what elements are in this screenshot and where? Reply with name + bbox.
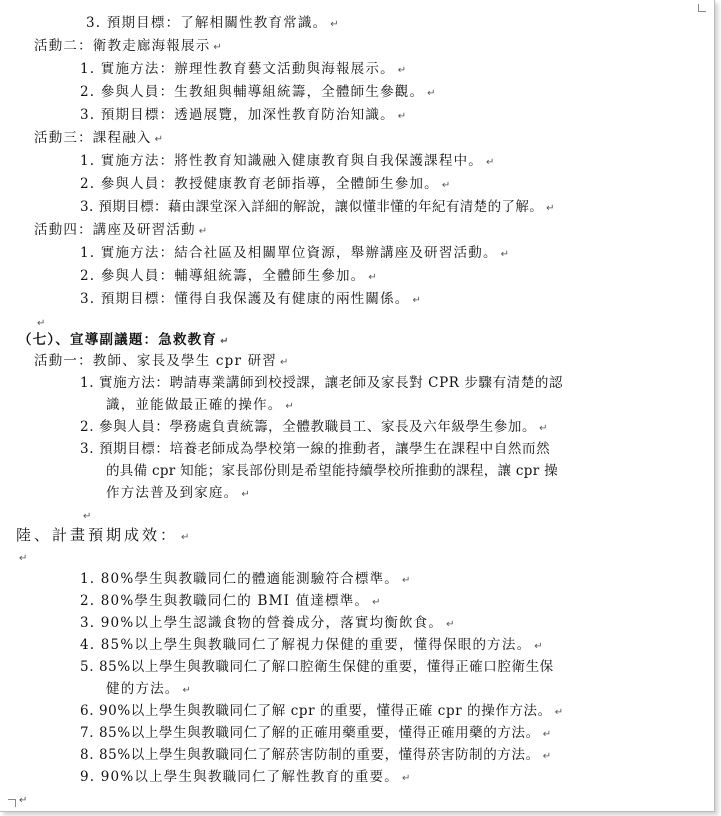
activity-heading: 活動三：課程融入 ↵	[34, 130, 163, 146]
text-line: 1. 實施方法：結合社區及相關單位資源，舉辦講座及研習活動。 ↵	[80, 245, 510, 261]
list-item: 8. 85%以上學生與教職同仁了解菸害防制的重要，懂得菸害防制的方法。 ↵	[80, 747, 552, 763]
page-corner-mark	[698, 4, 706, 12]
text-line: 1. 實施方法：聘請專業講師到校授課，讓老師及家長對 CPR 步驟有清楚的認	[80, 375, 564, 391]
section-heading: （七）、宣導副議題：急救教育 ↵	[18, 332, 229, 348]
text-line: 2. 參與人員：輔導組統籌，全體師生參加。 ↵	[80, 268, 377, 284]
activity-heading: 活動四：講座及研習活動 ↵	[34, 222, 208, 238]
list-item: 1. 80%學生與教職同仁的體適能測驗符合標準。 ↵	[80, 571, 411, 587]
list-item: 5. 85%以上學生與教職同仁了解口腔衛生保健的重要，懂得正確口腔衛生保	[80, 659, 554, 675]
list-item: 6. 90%以上學生與教職同仁了解 cpr 的重要，懂得正確 cpr 的操作方法。 ↵	[80, 703, 564, 719]
text-line: 識，並能做最正確的操作。 ↵	[106, 397, 294, 413]
text-line: 3. 預期目標：培養老師成為學校第一線的推動者，讓學生在課程中自然而然	[80, 441, 551, 457]
activity-heading: 活動一：教師、家長及學生 cpr 研習 ↵	[34, 353, 289, 369]
list-item: 9. 90%以上學生與教職同仁了解性教育的重要。 ↵	[80, 769, 411, 785]
text-line: 3. 預期目標：藉由課堂深入詳細的解說，讓似懂非懂的年紀有清楚的了解。 ↵	[80, 199, 555, 215]
text-line: 的具備 cpr 知能；家長部份則是希望能持續學校所推動的課程，讓 cpr 操	[106, 463, 558, 479]
text-line: 作方法普及到家庭。 ↵	[106, 485, 250, 501]
text-line: 3. 預期目標：透過展覽，加深性教育防治知識。 ↵	[80, 107, 407, 123]
empty-line: ↵	[19, 553, 28, 564]
list-item: 健的方法。 ↵	[106, 681, 191, 697]
text-line: 2. 參與人員：學務處負責統籌，全體教職員工、家長及六年級學生參加。 ↵	[80, 419, 548, 435]
activity-heading: 活動二：衛教走廊海報展示 ↵	[34, 38, 222, 54]
text-line: 3. 預期目標：懂得自我保護及有健康的兩性關係。 ↵	[80, 291, 421, 307]
list-item: 2. 80%學生與教職同仁的 BMI 值達標準。 ↵	[80, 593, 381, 609]
list-item: 4. 85%以上學生與教職同仁了解視力保健的重要，懂得保眼的方法。 ↵	[80, 637, 543, 653]
text-line: 2. 參與人員：教授健康教育老師指導，全體師生參加。 ↵	[80, 176, 451, 192]
list-item: 3. 90%以上學生認識食物的營養成分，落實均衡飲食。 ↵	[80, 615, 455, 631]
text-line: 3. 預期目標：了解相關性教育常識。 ↵	[86, 15, 339, 31]
empty-line: ↵	[83, 511, 92, 522]
empty-line: ↵	[37, 318, 46, 329]
chapter-heading: 陸、計畫預期成效： ↵	[16, 526, 190, 544]
text-line: 2. 參與人員：生教組與輔導組統籌，全體師生參觀。 ↵	[80, 84, 436, 100]
text-line: 1. 實施方法：將性教育知識融入健康教育與自我保護課程中。 ↵	[80, 153, 495, 169]
empty-line: ↵	[19, 795, 28, 806]
page-corner-mark	[8, 799, 16, 807]
text-line: 1. 實施方法：辦理性教育藝文活動與海報展示。 ↵	[80, 61, 407, 77]
list-item: 7. 85%以上學生與教職同仁了解的正確用藥重要，懂得正確用藥的方法。 ↵	[80, 725, 552, 741]
